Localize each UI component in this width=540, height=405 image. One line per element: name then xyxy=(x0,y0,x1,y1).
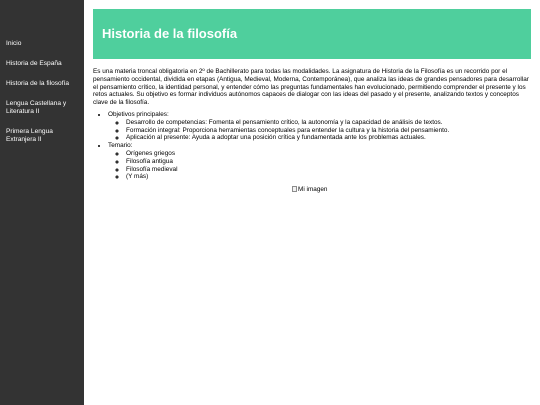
syllabus-label: Temario: xyxy=(108,142,133,150)
sidebar-item-historia-filosofia[interactable]: Historia de la filosofía xyxy=(6,80,70,87)
list-item-objectives xyxy=(108,111,533,142)
list-item: ◦ Desarrollo de competencias: Fomenta el pensamiento crítico, la autonomía y la capacidad de análisis de textos. xyxy=(126,119,533,127)
page-header xyxy=(93,9,531,59)
main-content xyxy=(84,0,540,405)
list-item: ◦ Formación integral: Proporciona herramientas conceptuales para entender la cultura y la historia del pensamiento. xyxy=(126,127,533,135)
content-lists xyxy=(93,111,533,181)
syllabus-list xyxy=(108,150,533,181)
image-alt-text: Mi imagen xyxy=(298,186,328,193)
broken-image-icon xyxy=(292,186,297,192)
list-item-syllabus xyxy=(108,142,533,181)
sidebar-item-historia-espana[interactable]: Historia de España xyxy=(6,60,62,67)
sidebar-item-lengua-castellana[interactable]: Lengua Castellana y Literatura II xyxy=(6,100,67,115)
list-item: ◦ Aplicación al presente: Ayuda a adoptar una posición crítica y fundamentada ante los problemas actuales. xyxy=(126,134,533,142)
list-item: ◦ Filosofía antigua xyxy=(126,158,533,166)
broken-image xyxy=(292,186,327,194)
intro-paragraph: Es una materia troncal obligatoria en 2º de Bachillerato para todas las modalidades. La asignatura de Historia de la Filosofía es un recorrido por el pensamiento occidental, dividida en etapas (Antigua, Medieval, Moderna, Contemporánea), que analiza las ideas de grandes pensadores para desarrollar el pensamiento crítico, la identidad personal, y entender cómo las preguntas fundamentales han evolucionado, permitiendo comprender el presente y los retos actuales. Su objetivo es formar individuos autónomos capaces de dialogar con las ideas del pasado y el presente, analizando textos y conceptos clave de la filosofía. xyxy=(93,68,529,107)
list-item: ◦ Orígenes griegos xyxy=(126,150,533,158)
sidebar-item-inicio[interactable]: Inicio xyxy=(6,40,22,47)
sidebar xyxy=(0,0,84,405)
list-item: ◦ Filosofía medieval xyxy=(126,166,533,174)
list-item: ◦ (Y más) xyxy=(126,173,533,181)
objectives-label: Objetivos principales: xyxy=(108,111,169,118)
objectives-list xyxy=(108,119,533,142)
sidebar-item-primera-lengua-extranjera[interactable]: Primera Lengua Extranjera II xyxy=(6,128,53,143)
page-title: Historia de la filosofía xyxy=(102,26,238,41)
main-list xyxy=(93,111,533,181)
